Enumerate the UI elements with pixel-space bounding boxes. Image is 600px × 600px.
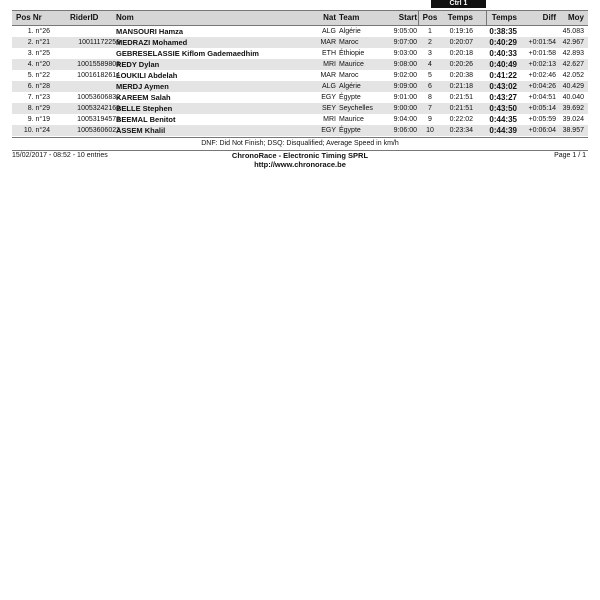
- cell-pos-nr: 8. n°29: [27, 105, 50, 112]
- header-moy: Moy: [568, 13, 584, 22]
- column-divider: [486, 10, 487, 26]
- cell-team: Égypte: [339, 127, 361, 134]
- table-row: [12, 81, 588, 92]
- cell-nom: REDY Dylan: [116, 60, 160, 69]
- cell-nat: ALG: [321, 28, 336, 35]
- cell-moy: 42.967: [562, 39, 584, 46]
- cell-temps: 0:40:29: [489, 38, 517, 47]
- cell-rider-id: 10016182614: [77, 72, 120, 79]
- cell-nom: MEDRAZI Mohamed: [116, 38, 188, 47]
- cell-pos-nr: 1. n°26: [27, 28, 50, 35]
- cell-moy: 42.052: [562, 72, 584, 79]
- footer-page-number: Page 1 / 1: [554, 152, 586, 159]
- cell-temps: 0:43:02: [489, 82, 517, 91]
- cell-temps: 0:41:22: [489, 71, 517, 80]
- cell-start: 9:07:00: [393, 39, 417, 46]
- cell-nom: BEEMAL Benitot: [116, 115, 176, 124]
- cell-team: Maurice: [339, 116, 364, 123]
- ctrl-badge: Ctrl 1: [431, 0, 486, 8]
- cell-ctrl-temps: 0:21:51: [449, 94, 473, 101]
- cell-ctrl-pos: 1: [428, 28, 432, 35]
- cell-diff: +0:05:59: [528, 116, 556, 123]
- cell-pos-nr: 3. n°25: [27, 50, 50, 57]
- cell-ctrl-temps: 0:20:38: [449, 72, 473, 79]
- header-nom: Nom: [116, 13, 134, 22]
- cell-moy: 40.429: [562, 83, 584, 90]
- column-divider: [418, 10, 419, 26]
- cell-nat: MAR: [320, 39, 336, 46]
- cell-rider-id: 10015589803: [77, 61, 120, 68]
- header-start: Start: [398, 13, 417, 22]
- cell-nom: MANSOURI Hamza: [116, 27, 184, 36]
- cell-rider-id: 10053606022: [77, 127, 120, 134]
- cell-team: Maroc: [339, 39, 359, 46]
- cell-ctrl-pos: 2: [428, 39, 432, 46]
- cell-team: Seychelles: [339, 105, 373, 112]
- cell-nat: SEY: [321, 105, 336, 112]
- header-temps: Temps: [491, 13, 517, 22]
- footer-date-entries: 15/02/2017 - 08:52 - 10 entries: [12, 152, 108, 159]
- cell-pos-nr: 10. n°24: [23, 127, 50, 134]
- cell-diff: +0:02:46: [528, 72, 556, 79]
- footer-company-url[interactable]: http://www.chronorace.be: [254, 160, 346, 169]
- cell-ctrl-temps: 0:22:02: [449, 116, 473, 123]
- cell-start: 9:02:00: [393, 72, 417, 79]
- cell-team: Algérie: [339, 28, 361, 35]
- cell-ctrl-temps: 0:20:18: [449, 50, 473, 57]
- header-ctrl-pos: Pos: [422, 13, 438, 22]
- cell-start: 9:09:00: [393, 83, 417, 90]
- cell-moy: 39.024: [562, 116, 584, 123]
- cell-team: Algérie: [339, 83, 361, 90]
- header-diff: Diff: [542, 13, 556, 22]
- cell-diff: +0:06:04: [528, 127, 556, 134]
- cell-temps: 0:44:39: [489, 126, 517, 135]
- table-row: [12, 48, 588, 59]
- cell-nat: MAR: [320, 72, 336, 79]
- cell-start: 9:06:00: [393, 127, 417, 134]
- cell-nom: KAREEM Salah: [116, 93, 171, 102]
- header-rider-id: RiderID: [70, 13, 99, 22]
- cell-ctrl-temps: 0:23:34: [449, 127, 473, 134]
- cell-temps: 0:43:27: [489, 93, 517, 102]
- cell-temps: 0:44:35: [489, 115, 517, 124]
- cell-temps: 0:43:50: [489, 104, 517, 113]
- header-team: Team: [339, 13, 360, 22]
- cell-start: 9:08:00: [393, 61, 417, 68]
- cell-nat: EGY: [321, 127, 336, 134]
- cell-temps: 0:40:49: [489, 60, 517, 69]
- cell-ctrl-temps: 0:19:16: [449, 28, 473, 35]
- footer-company: [162, 151, 438, 169]
- header-nat: Nat: [323, 13, 336, 22]
- table-row: [12, 37, 588, 48]
- cell-diff: +0:01:54: [528, 39, 556, 46]
- cell-nat: EGY: [321, 94, 336, 101]
- cell-ctrl-temps: 0:20:07: [449, 39, 473, 46]
- table-row: [12, 26, 588, 37]
- cell-rider-id: 10053194578: [77, 116, 120, 123]
- legend-note: DNF: Did Not Finish; DSQ: Disqualified; Average Speed in km/h: [12, 137, 588, 149]
- cell-start: 9:01:00: [393, 94, 417, 101]
- cell-ctrl-pos: 7: [428, 105, 432, 112]
- cell-rider-id: 10053606830: [77, 94, 120, 101]
- cell-ctrl-pos: 6: [428, 83, 432, 90]
- cell-rider-id: 10053242169: [77, 105, 120, 112]
- cell-diff: +0:02:13: [528, 61, 556, 68]
- table-row: [12, 70, 588, 81]
- cell-team: Maurice: [339, 61, 364, 68]
- cell-start: 9:05:00: [393, 28, 417, 35]
- results-table-body: [12, 26, 588, 136]
- cell-pos-nr: 7. n°23: [27, 94, 50, 101]
- cell-ctrl-pos: 9: [428, 116, 432, 123]
- cell-start: 9:03:00: [393, 50, 417, 57]
- cell-moy: 40.040: [562, 94, 584, 101]
- cell-nom: GEBRESELASSIE Kiflom Gademaedhim: [116, 49, 259, 58]
- table-row: [12, 125, 588, 136]
- header-ctrl-temps: Temps: [447, 13, 473, 22]
- cell-pos-nr: 2. n°21: [27, 39, 50, 46]
- cell-temps: 0:40:33: [489, 49, 517, 58]
- table-row: [12, 114, 588, 125]
- footer-company-name: ChronoRace - Electronic Timing SPRL: [231, 151, 369, 160]
- table-row: [12, 103, 588, 114]
- cell-nom: BELLE Stephen: [116, 104, 173, 113]
- cell-team: Égypte: [339, 94, 361, 101]
- cell-moy: 45.083: [562, 28, 584, 35]
- cell-nat: ETH: [322, 50, 336, 57]
- cell-ctrl-pos: 3: [428, 50, 432, 57]
- cell-diff: +0:05:14: [528, 105, 556, 112]
- cell-moy: 38.957: [562, 127, 584, 134]
- header-pos-nr: Pos Nr: [16, 13, 42, 22]
- cell-temps: 0:38:35: [489, 27, 517, 36]
- cell-ctrl-temps: 0:21:51: [449, 105, 473, 112]
- cell-start: 9:00:00: [393, 105, 417, 112]
- cell-ctrl-pos: 4: [428, 61, 432, 68]
- cell-moy: 42.893: [562, 50, 584, 57]
- cell-nom: ASSEM Khalil: [116, 126, 166, 135]
- cell-diff: +0:01:58: [528, 50, 556, 57]
- cell-nat: ALG: [321, 83, 336, 90]
- cell-diff: +0:04:26: [528, 83, 556, 90]
- cell-nom: LOUKILI Abdelah: [116, 71, 178, 80]
- cell-start: 9:04:00: [393, 116, 417, 123]
- cell-diff: +0:04:51: [528, 94, 556, 101]
- cell-ctrl-pos: 5: [428, 72, 432, 79]
- cell-ctrl-temps: 0:20:26: [449, 61, 473, 68]
- cell-ctrl-pos: 8: [428, 94, 432, 101]
- cell-pos-nr: 5. n°22: [27, 72, 50, 79]
- cell-ctrl-pos: 10: [426, 127, 434, 134]
- table-header: [12, 10, 588, 26]
- cell-moy: 42.627: [562, 61, 584, 68]
- cell-pos-nr: 4. n°20: [27, 61, 50, 68]
- cell-moy: 39.692: [562, 105, 584, 112]
- cell-nat: MRI: [323, 116, 336, 123]
- cell-pos-nr: 9. n°19: [27, 116, 50, 123]
- cell-team: Maroc: [339, 72, 359, 79]
- table-row: [12, 92, 588, 103]
- cell-nat: MRI: [323, 61, 336, 68]
- cell-ctrl-temps: 0:21:18: [449, 83, 473, 90]
- cell-team: Éthiopie: [339, 50, 365, 57]
- table-row: [12, 59, 588, 70]
- cell-pos-nr: 6. n°28: [27, 83, 50, 90]
- cell-rider-id: 10011172259: [78, 39, 120, 46]
- cell-nom: MERDJ Aymen: [116, 82, 169, 91]
